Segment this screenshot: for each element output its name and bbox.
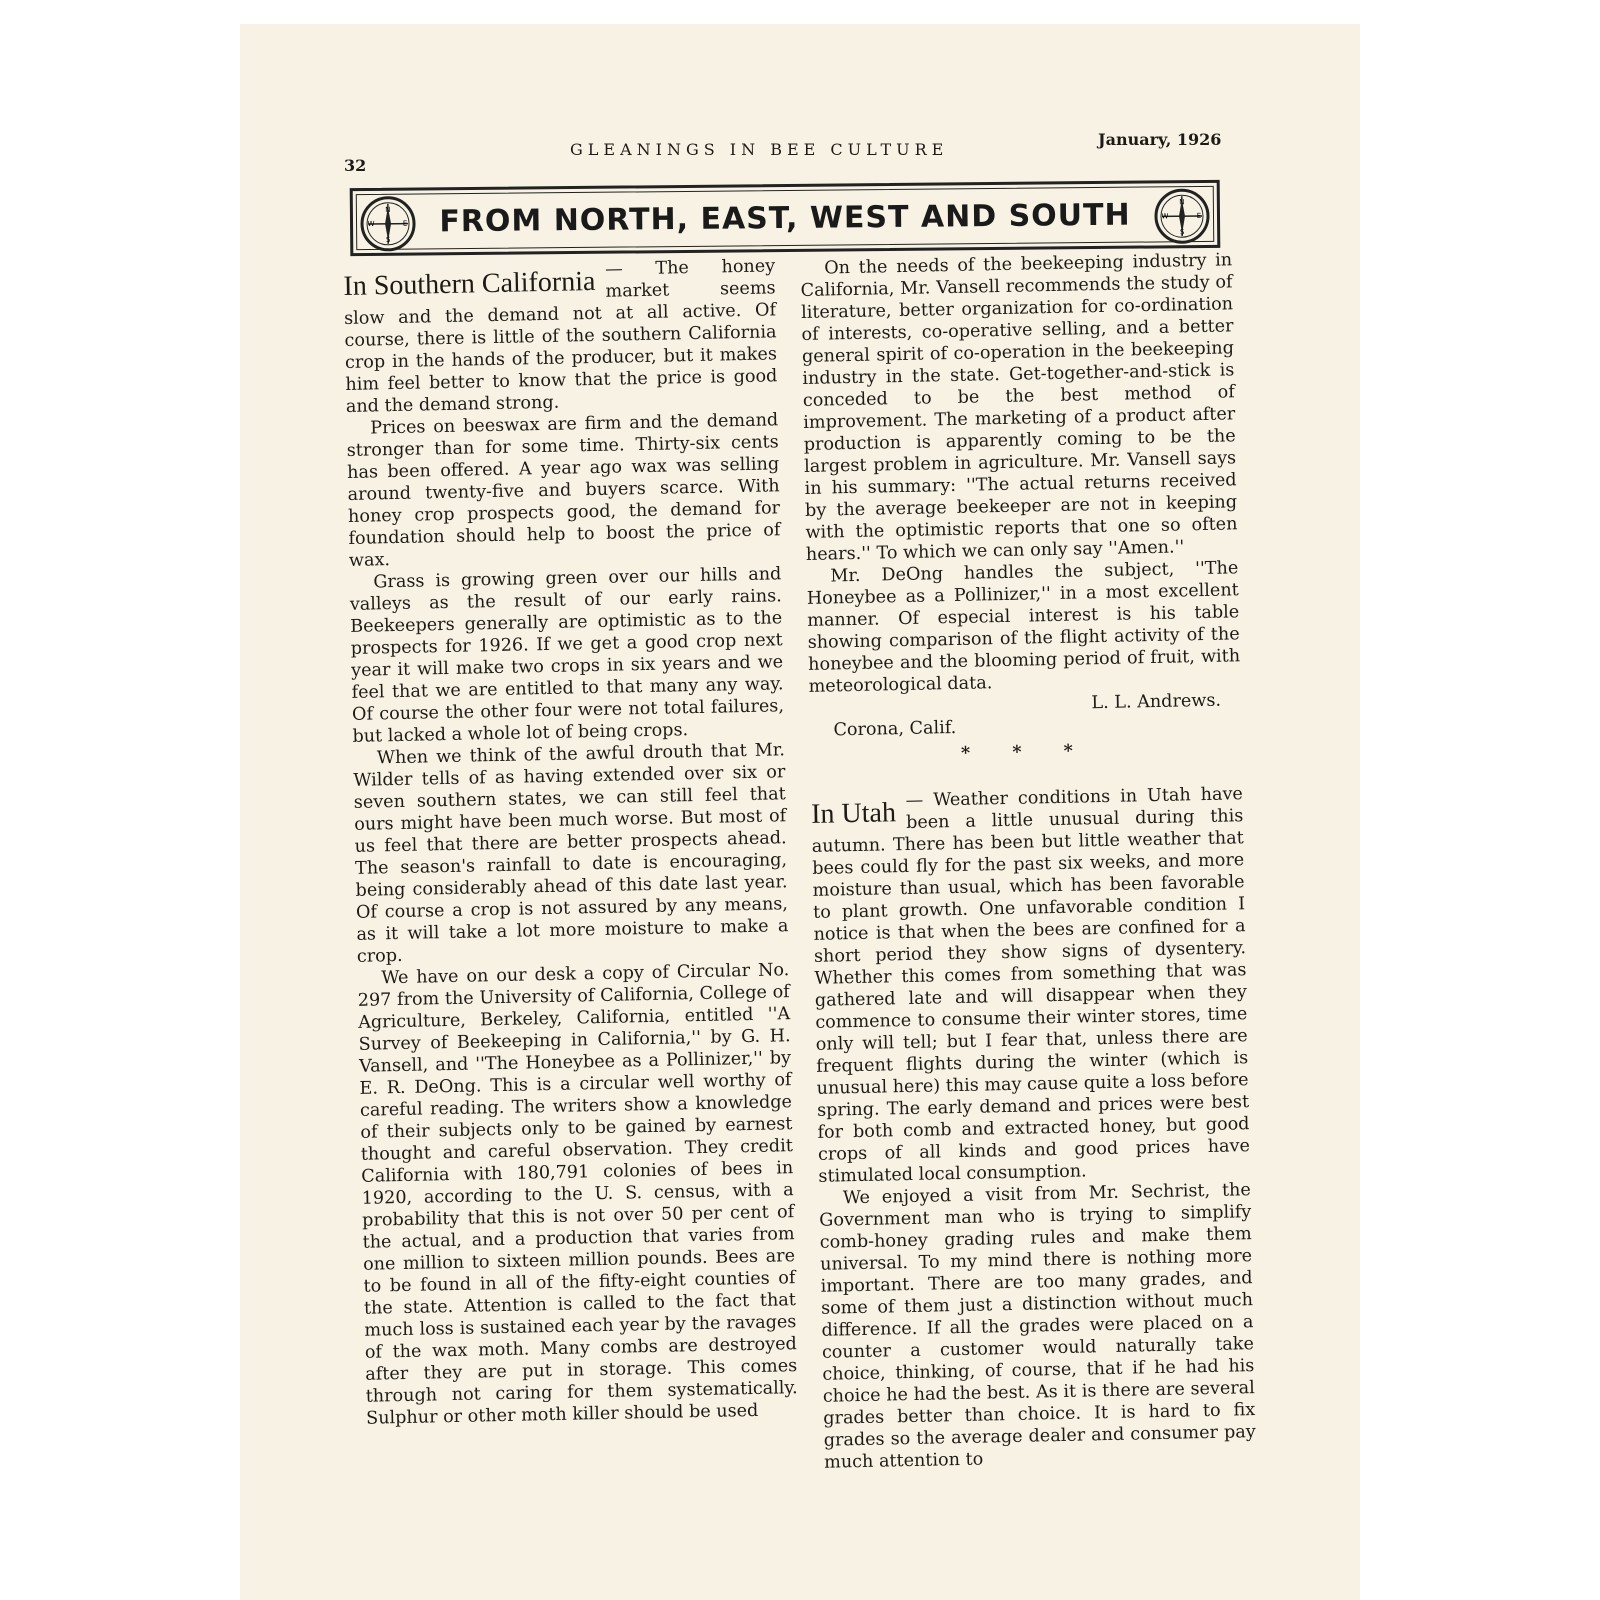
- compass-letter-w: W: [1161, 212, 1169, 221]
- compass-letter-w: W: [367, 219, 375, 229]
- section-heading-utah: In Utah: [810, 797, 897, 830]
- article-paragraph: On the needs of the beekeeping industry in California, Mr. Vansell recommends the study of literature, better organization for co-ordination of interests, co-operative selling, and a better general spirit of co-operation in the beekeeping industry in the state. Get-together-and-stick is conceded to be the best method of improvement. The marketing of a product after production is apparently coming to be the largest problem in agriculture. Mr. Vansell says in his summary: ''The actual returns received by the average beekeeper are not in keeping with the optimistic reports that one so often hears.'' To which we can only say ''Amen.'': [800, 250, 1238, 565]
- article-paragraph: [811, 783, 1251, 1188]
- page-number: 32: [344, 156, 367, 175]
- compass-letter-s: S: [1179, 228, 1185, 237]
- article-paragraph: Prices on beeswax are firm and the demand stronger than for some time. Thirty-six cents has been offered. A year ago wax was selling around twenty-five and buyers scarce. With honey crop prospects good, the demand for foundation should help to boost the price of wax.: [346, 410, 781, 571]
- compass-icon: [1153, 187, 1212, 246]
- compass-icon: [359, 195, 418, 254]
- article-paragraph: Grass is growing green over our hills and valleys as the result of our early rains. Beekeepers generally are optimistic as to the prospects for 1926. If we get a good crop next year it will make two crops in six years and we feel that we are entitled to that many any way. Of course the other four were not total failures, but lacked a whole lot of being crops.: [349, 564, 785, 747]
- author-location: Corona, Calif.: [833, 717, 957, 741]
- article-paragraph: [343, 255, 778, 418]
- paragraph-text: — Weather conditions in Utah have been a little unusual during this autumn. There has been but little weather that bees could fly for the past six weeks, and more moisture than usual, which has been favorable to plant growth. One unfavorable condition I notice is that when the bees are confined for a short period they show signs of dysentery. Whether this comes from something that was gathered late and will disappear when they commence to consume their winter stores, time only will tell; but I fear that, unless there are frequent flights during the winter (which is unusual here) this may cause quite a loss before spring. The early demand and prices were best for both comb and extracted honey, but good crops of all kinds and good prices have stimulated local consumption.: [811, 784, 1251, 1187]
- right-column: [800, 249, 1256, 1473]
- magazine-page: [240, 24, 1360, 1600]
- banner-title: FROM NORTH, EAST, WEST AND SOUTH: [439, 197, 1131, 239]
- article-paragraph: When we think of the awful drouth that Mr. Wilder tells of as having extended over six or seven southern states, we can still feel that ours might have been much worse. But most of us feel that there are better prospects ahead. The season's rainfall to date is encouraging, being considerably ahead of this date last year. Of course a crop is not assured by any means, as it will take a lot more moisture to make a crop.: [353, 740, 789, 967]
- compass-letter-e: E: [1196, 212, 1202, 221]
- paragraph-text: — The honey market seems slow and the demand not at all active. Of course, there is little of the southern California crop in the hands of the producer, but it makes him feel better to know that the price is good and the demand strong.: [343, 256, 778, 417]
- journal-title: GLEANINGS IN BEE CULTURE: [570, 140, 949, 159]
- compass-letter-s: S: [385, 235, 391, 244]
- section-heading-southern-california: In Southern California: [343, 265, 596, 302]
- compass-letter-e: E: [402, 219, 408, 228]
- author-signature: L. L. Andrews.: [1091, 690, 1222, 714]
- running-head: [240, 128, 1360, 175]
- compass-letter-n: N: [385, 205, 391, 214]
- section-banner: [350, 180, 1221, 256]
- left-column: [343, 255, 798, 1429]
- issue-date: January, 1926: [1098, 130, 1222, 149]
- compass-letter-n: N: [1179, 198, 1185, 207]
- article-paragraph: We enjoyed a visit from Mr. Sechrist, the Government man who is trying to simplify comb-honey grading rules and make them universal. To my mind there is nothing more important. There are too many grades, and some of them just a distinction without much difference. If all the grades were placed on a counter a customer would naturally take choice, thinking, of course, that if he had his choice he had the best. As it is there are several grades better than choice. It is hard to fix grades so the average dealer and consumer pay much attention to: [819, 1180, 1256, 1473]
- article-paragraph: We have on our desk a copy of Circular No. 297 from the University of California, College of Agriculture, Berkeley, California, entitled ''A Survey of Beekeeping in California,'' by G. H. Vansell, and ''The Honeybee as a Pollinizer,'' by E. R. DeOng. This is a circular well worthy of careful reading. The writers show a knowledge of their subjects only to be gained by earnest thought and careful observation. They credit California with 180,791 colonies of bees in 1920, according to the U. S. census, with a probability that this is not over 50 per cent of the actual, and a production that varies from one million to sixteen million pounds. Bees are to be found in all of the fifty-eight counties of the state. Attention is called to the fact that much loss is sustained each year by the ravages of the wax moth. Many combs are destroyed after they are put in storage. This comes through not caring for them systematically. Sulphur or other moth killer should be used: [357, 960, 798, 1429]
- section-separator: * * *: [960, 740, 1092, 764]
- article-paragraph: Mr. DeOng handles the subject, ''The Honeybee as a Pollinizer,'' in a most excellent manner. Of especial interest is his table showing comparison of the flight activity of the honeybee and the blooming period of fruit, with meteorological data.: [806, 558, 1241, 697]
